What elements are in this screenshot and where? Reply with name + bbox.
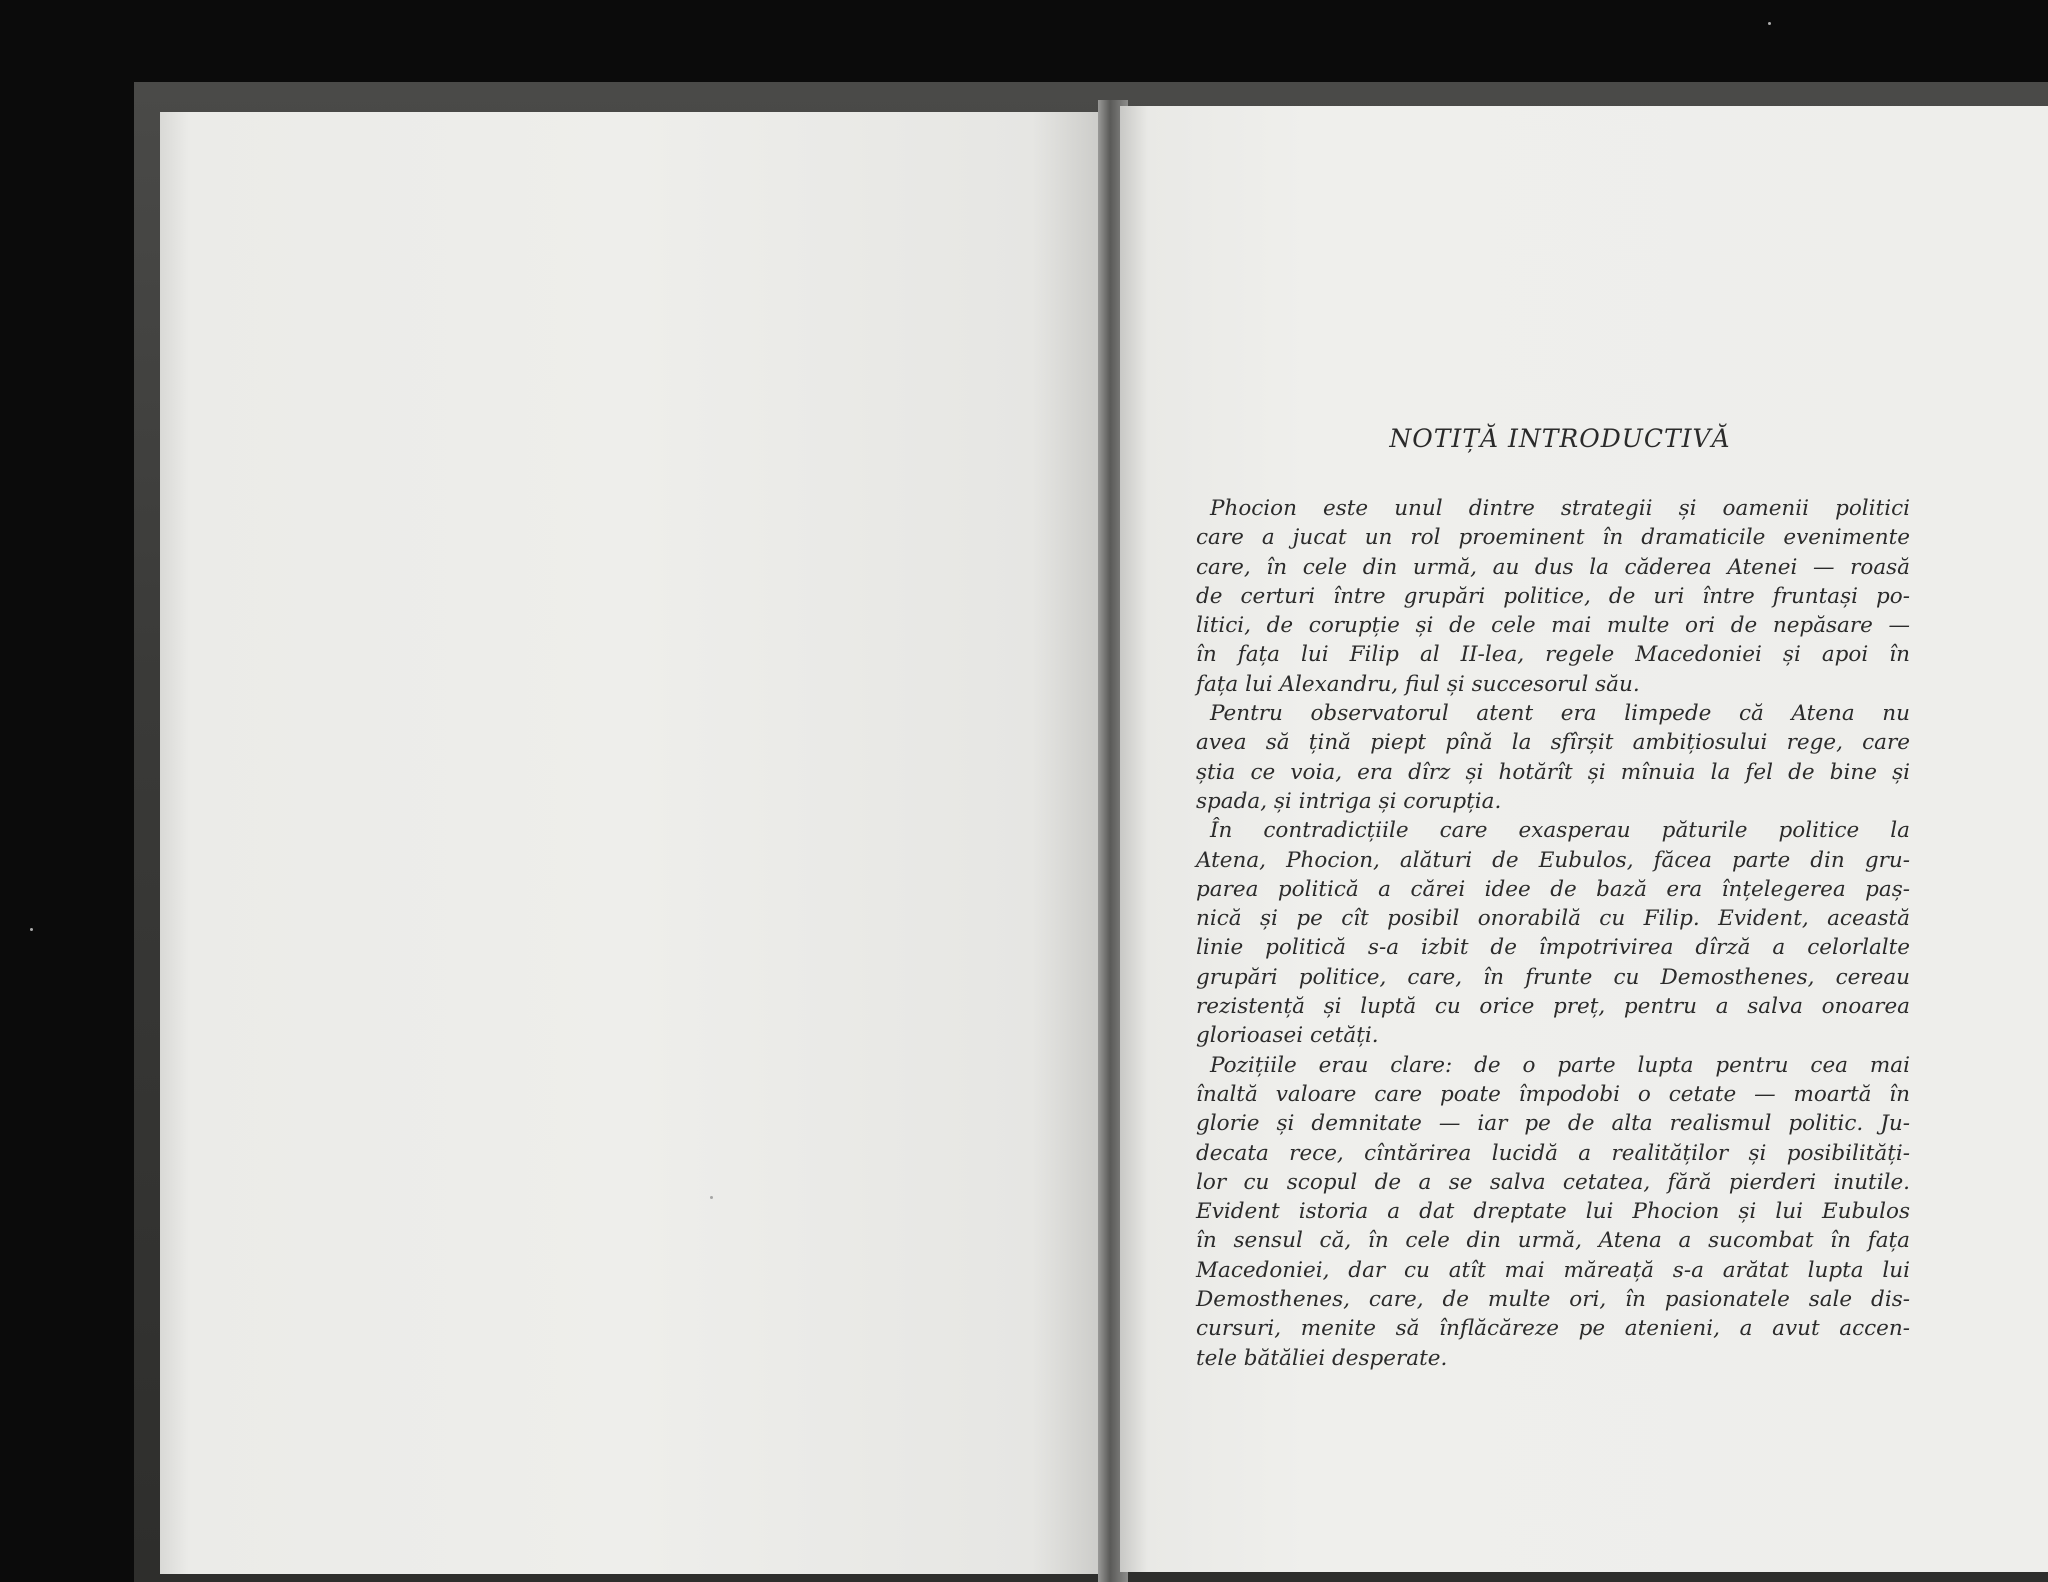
paragraph-4-line: Demosthenes, care, de multe ori, în pasionatele sale dis- bbox=[1196, 1287, 1910, 1313]
paragraph-1-line: în fața lui Filip al II-lea, regele Macedoniei și apoi în bbox=[1196, 642, 1910, 668]
chapter-title: NOTIȚĂ INTRODUCTIVĂ bbox=[1389, 424, 1731, 453]
dust-speck bbox=[710, 1196, 713, 1199]
paragraph-1-line: care, în cele din urmă, au dus la căderea Atenei — roasă bbox=[1196, 554, 1910, 580]
paragraph-3-line: În contradicțiile care exasperau păturile politice la bbox=[1210, 818, 1910, 844]
paragraph-2-line: Pentru observatorul atent era limpede că Atena nu bbox=[1210, 701, 1910, 727]
left-page-blank bbox=[160, 112, 1108, 1574]
paragraph-1-line: care a jucat un rol proeminent în dramaticile evenimente bbox=[1196, 525, 1910, 551]
paragraph-4-line: înaltă valoare care poate împodobi o cetate — moartă în bbox=[1196, 1081, 1910, 1107]
paragraph-4-line: în sensul că, în cele din urmă, Atena a sucombat în fața bbox=[1196, 1228, 1910, 1254]
paragraph-4-line: tele bătăliei desperate. bbox=[1196, 1345, 1448, 1371]
paragraph-4-line: glorie și demnitate — iar pe de alta realismul politic. Ju- bbox=[1196, 1111, 1910, 1137]
paragraph-1-line: litici, de corupție și de cele mai multe ori de nepăsare — bbox=[1196, 613, 1910, 639]
paragraph-1-line: fața lui Alexandru, fiul și succesorul său. bbox=[1196, 671, 1640, 697]
paragraph-4-line: Pozițiile erau clare: de o parte lupta pentru cea mai bbox=[1210, 1052, 1910, 1078]
paragraph-3-line: Atena, Phocion, alături de Eubulos, făcea parte din gru- bbox=[1196, 847, 1910, 873]
paragraph-3-line: glorioasei cetăți. bbox=[1196, 1023, 1379, 1049]
paragraph-1-line: de certuri între grupări politice, de uri între fruntași po- bbox=[1196, 583, 1910, 609]
paragraph-3-line: rezistență și luptă cu orice preț, pentru a salva onoarea bbox=[1196, 994, 1910, 1020]
dust-speck bbox=[30, 928, 33, 931]
paragraph-4-line: lor cu scopul de a se salva cetatea, fără pierderi inutile. bbox=[1196, 1169, 1910, 1195]
paragraph-3-line: grupări politice, care, în frunte cu Demosthenes, cereau bbox=[1196, 964, 1910, 990]
paragraph-2-line: știa ce voia, era dîrz și hotărît și mînuia la fel de bine și bbox=[1196, 759, 1910, 785]
paragraph-2-line: avea să țină piept pînă la sfîrșit ambițiosului rege, care bbox=[1196, 730, 1910, 756]
paragraph-4-line: cursuri, menite să înflăcăreze pe atenieni, a avut accen- bbox=[1196, 1316, 1910, 1342]
paragraph-3-line: nică și pe cît posibil onorabilă cu Filip. Evident, această bbox=[1196, 906, 1910, 932]
body-text bbox=[1196, 494, 1910, 1373]
paragraph-4-line: Evident istoria a dat dreptate lui Phocion și lui Eubulos bbox=[1196, 1199, 1910, 1225]
paragraph-3-line: parea politică a cărei idee de bază era înțelegerea paș- bbox=[1196, 876, 1910, 902]
paragraph-3-line: linie politică s-a izbit de împotrivirea dîrză a celorlalte bbox=[1196, 935, 1910, 961]
paragraph-2-line: spada, și intriga și corupția. bbox=[1196, 788, 1502, 814]
paragraph-1-line: Phocion este unul dintre strategii și oamenii politici bbox=[1210, 496, 1910, 521]
paragraph-4-line: Macedoniei, dar cu atît mai măreață s-a arătat lupta lui bbox=[1196, 1257, 1910, 1283]
dust-speck bbox=[1768, 22, 1771, 25]
paragraph-4-line: decata rece, cîntărirea lucidă a realităților și posibilități- bbox=[1196, 1140, 1910, 1166]
